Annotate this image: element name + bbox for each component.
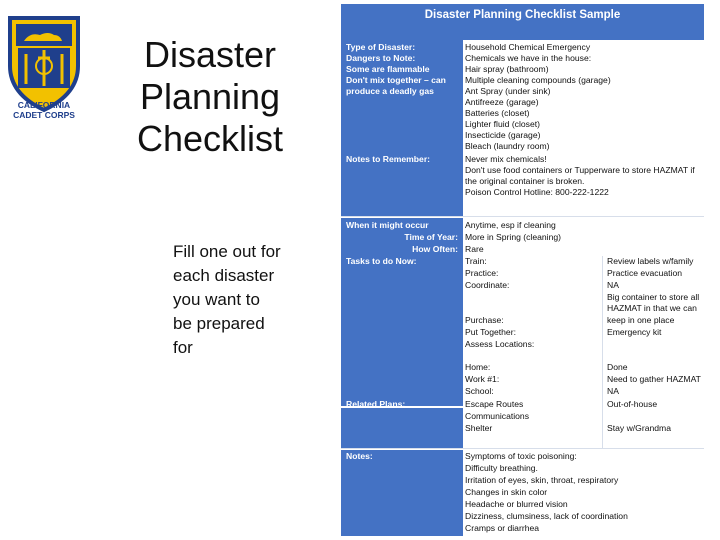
task-value: HAZMAT in that we can xyxy=(607,303,697,313)
note-line: Dizziness, clumsiness, lack of coordination xyxy=(465,511,628,521)
checklist-sheet xyxy=(341,4,704,536)
task-label: Assess Locations: xyxy=(465,339,535,349)
danger-item: Antifreeze (garage) xyxy=(465,97,539,107)
location-value: Need to gather HAZMAT xyxy=(607,374,701,384)
label-band-related xyxy=(341,408,463,448)
sheet-title: Disaster Planning Checklist Sample xyxy=(341,4,704,40)
time-label: Time of Year: xyxy=(404,232,458,242)
note-line: Symptoms of toxic poisoning: xyxy=(465,451,577,461)
danger-item: Insecticide (garage) xyxy=(465,130,541,140)
location-label: School: xyxy=(465,386,494,396)
note-item: Don't use food containers or Tupperware to store HAZMAT if xyxy=(465,165,695,175)
dangers-label: Dangers to Note: xyxy=(346,53,416,63)
notes-label: Notes: xyxy=(346,451,373,461)
column-divider xyxy=(602,256,603,448)
task-value: Emergency kit xyxy=(607,327,662,337)
note-item: Never mix chemicals! xyxy=(465,154,547,164)
location-value: NA xyxy=(607,386,619,396)
divider xyxy=(341,448,704,449)
task-label: Coordinate: xyxy=(465,280,510,290)
related-item-label: Escape Routes xyxy=(465,399,524,409)
related-item-label: Communications xyxy=(465,411,529,421)
related-item-label: Shelter xyxy=(465,423,493,433)
note-line: Headache or blurred vision xyxy=(465,499,568,509)
related-item-value: Out-of-house xyxy=(607,399,658,409)
when-value: Anytime, esp if cleaning xyxy=(465,220,556,230)
dangers-label: Some are flammable xyxy=(346,64,430,74)
note-line: Changes in skin color xyxy=(465,487,548,497)
type-label: Type of Disaster: xyxy=(346,42,416,52)
note-item: Poison Control Hotline: 800-222-1222 xyxy=(465,187,609,197)
danger-item: Bleach (laundry room) xyxy=(465,141,550,151)
time-value: More in Spring (cleaning) xyxy=(465,232,562,242)
dangers-label: produce a deadly gas xyxy=(346,86,434,96)
slide-title: Disaster Planning Checklist xyxy=(136,34,284,159)
danger-item: Lighter fluid (closet) xyxy=(465,119,540,129)
danger-item: Batteries (closet) xyxy=(465,108,530,118)
note-line: Difficulty breathing. xyxy=(465,463,538,473)
danger-item: Hair spray (bathroom) xyxy=(465,64,549,74)
location-value: Done xyxy=(607,362,628,372)
divider xyxy=(341,216,704,217)
task-value: Review labels w/family xyxy=(607,256,694,266)
task-value: keep in one place xyxy=(607,315,675,325)
task-label: Train: xyxy=(465,256,487,266)
logo-line-1: CALIFORNIA xyxy=(17,100,71,110)
often-label: How Often: xyxy=(412,244,458,254)
note-item: the original container is broken. xyxy=(465,176,585,186)
slide-subtitle: Fill one out for each disaster you want to be prepared for xyxy=(173,242,281,357)
tasks-label: Tasks to do Now: xyxy=(346,256,417,266)
task-label: Put Together: xyxy=(465,327,516,337)
danger-item: Multiple cleaning compounds (garage) xyxy=(465,75,611,85)
dangers-label: Don't mix together – can xyxy=(346,75,446,85)
note-line: Irritation of eyes, skin, throat, respiratory xyxy=(465,475,619,485)
notes-remember-label: Notes to Remember: xyxy=(346,154,431,164)
often-value: Rare xyxy=(465,244,484,254)
type-value: Household Chemical Emergency xyxy=(465,42,591,52)
task-value: Practice evacuation xyxy=(607,268,682,278)
when-label: When it might occur xyxy=(346,220,429,230)
location-label: Work #1: xyxy=(465,374,500,384)
logo-line-2: CADET CORPS xyxy=(13,110,75,120)
location-label: Home: xyxy=(465,362,491,372)
note-line: Cramps or diarrhea xyxy=(465,523,540,533)
related-label: Related Plans: xyxy=(346,399,406,409)
task-value: NA xyxy=(607,280,619,290)
task-label: Purchase: xyxy=(465,315,504,325)
task-value: Big container to store all xyxy=(607,292,700,302)
label-band-notes xyxy=(341,450,463,536)
task-label: Practice: xyxy=(465,268,499,278)
related-item-value: Stay w/Grandma xyxy=(607,423,671,433)
logo-text xyxy=(4,100,84,120)
danger-item: Chemicals we have in the house: xyxy=(465,53,592,63)
danger-item: Ant Spray (under sink) xyxy=(465,86,551,96)
